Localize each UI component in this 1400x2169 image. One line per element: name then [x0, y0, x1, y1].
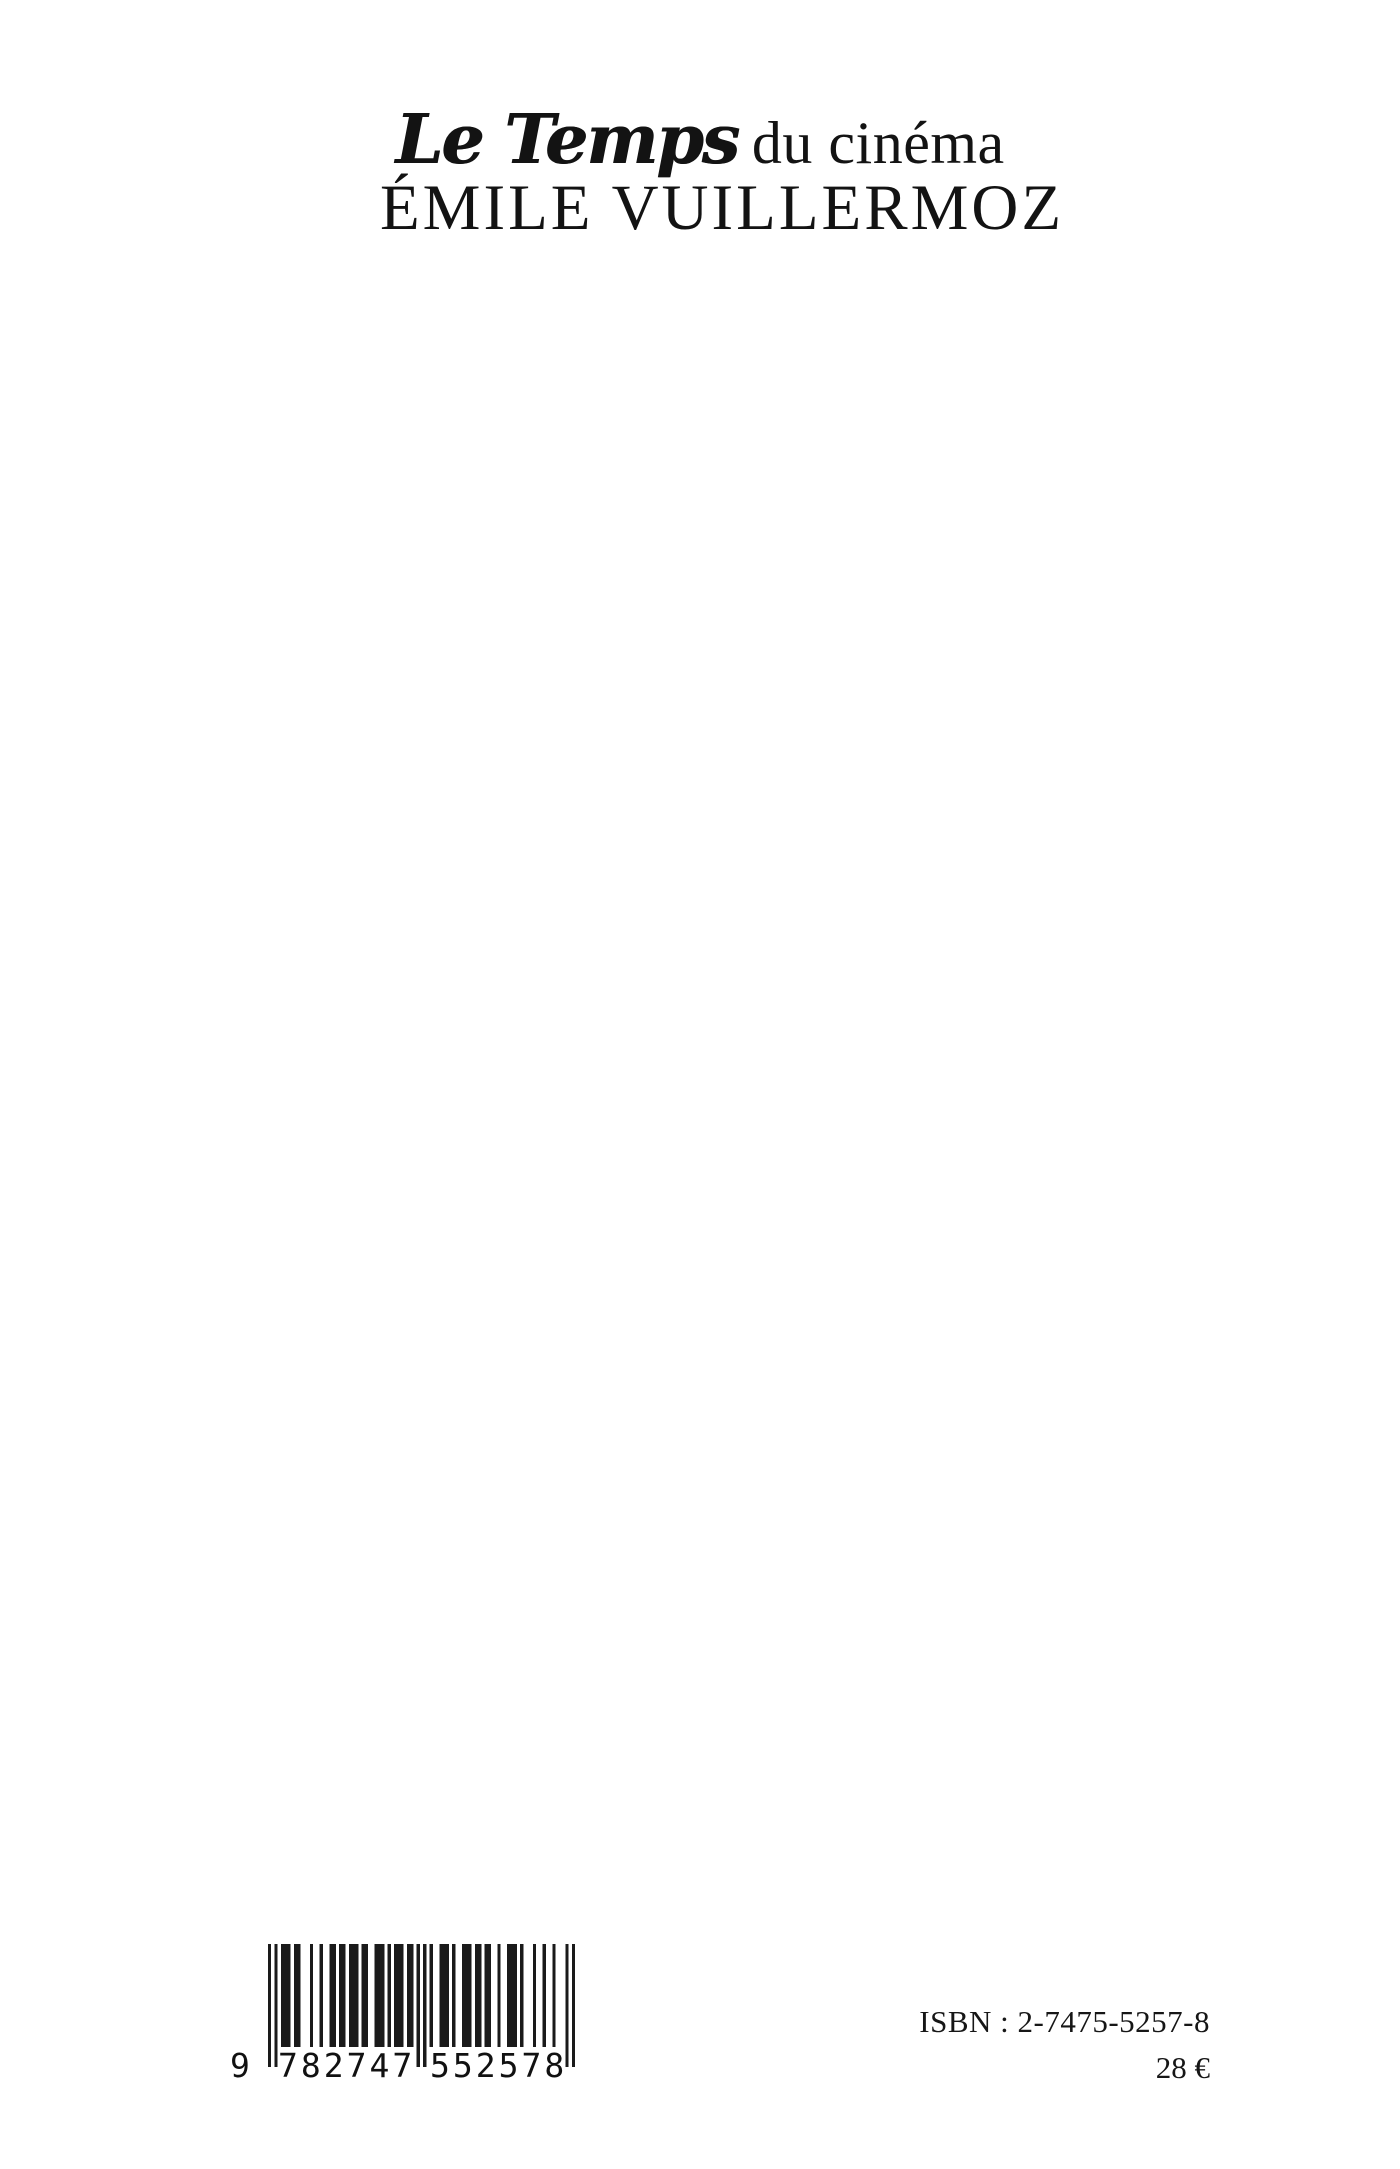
price-text: 28 €	[1155, 2050, 1210, 2085]
ean13-barcode	[230, 1944, 580, 2084]
isbn-text: ISBN : 2-7475-5257-8	[919, 2004, 1210, 2039]
barcode-digits-left-group: 782747	[278, 2046, 416, 2085]
series-title-suffix: du cinéma	[751, 110, 1005, 176]
series-title-line	[0, 100, 1400, 180]
footer-info	[919, 2004, 1210, 2086]
barcode-digit-leading: 9	[230, 2046, 253, 2085]
barcode-digits-right-group: 552578	[430, 2046, 568, 2085]
le-temps-masthead: Le Temps	[395, 100, 738, 180]
author-title: ÉMILE VUILLERMOZ	[379, 172, 1065, 244]
